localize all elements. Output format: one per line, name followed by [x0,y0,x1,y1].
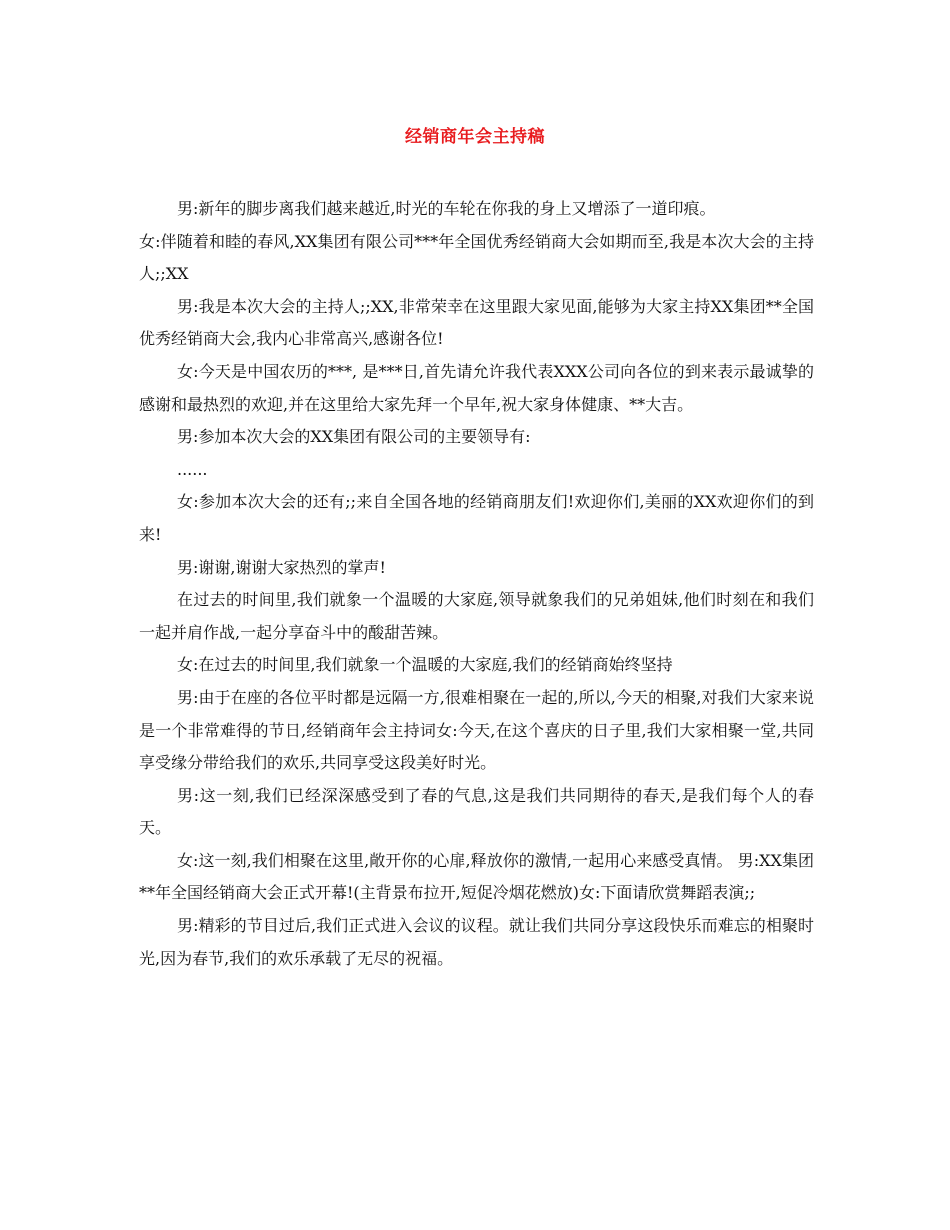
document-title: 经销商年会主持稿 [405,127,545,147]
paragraph: 男:我是本次大会的主持人;;XX,非常荣幸在这里跟大家见面,能够为大家主持XX集团**全国优秀经销商大会,我内心非常高兴,感谢各位! [139,296,814,349]
paragraph: 男:这一刻,我们已经深深感受到了春的气息,这是我们共同期待的春天,是我们每个人的春天。 [139,785,814,838]
paragraph: 男:参加本次大会的XX集团有限公司的主要领导有: [177,427,531,447]
paragraph: ...... [177,459,208,479]
paragraph: 女:在过去的时间里,我们就象一个温暖的大家庭,我们的经销商始终坚持 [177,655,673,675]
paragraph: 男:谢谢,谢谢大家热烈的掌声! [177,557,386,577]
paragraph: 女:参加本次大会的还有;;来自全国各地的经销商朋友们!欢迎你们,美丽的XX欢迎你们的到来! [139,492,814,544]
paragraph: 男:由于在座的各位平时都是远隔一方,很难相聚在一起的,所以,今天的相聚,对我们大家来说是一个非常难得的节日,经销商年会主持词女:今天,在这个喜庆的日子里,我们大家相聚一堂,共同享受缘分带给我们的欢乐,共同享受这段美好时光。 [139,687,814,773]
paragraph: 在过去的时间里,我们就象一个温暖的大家庭,领导就象我们的兄弟姐妹,他们时刻在和我们一起并肩作战,一起分享奋斗中的酸甜苦辣。 [139,590,814,642]
paragraph: 女:这一刻,我们相聚在这里,敞开你的心扉,释放你的激情,一起用心来感受真情。 男:XX集团**年全国经销商大会正式开幕!(主背景布拉开,短促冷烟花燃放)女:下面请欣赏舞蹈表演;; [139,850,814,903]
paragraph: 女:伴随着和睦的春风,XX集团有限公司***年全国优秀经销商大会如期而至,我是本次大会的主持人;;XX [139,231,814,284]
paragraph: 男:新年的脚步离我们越来越近,时光的车轮在你我的身上又增添了一道印痕。 [177,199,716,218]
document-body [139,193,814,975]
paragraph: 女:今天是中国农历的***, 是***日,首先请允许我代表XXX公司向各位的到来表示最诚挚的感谢和最热烈的欢迎,并在这里给大家先拜一个早年,祝大家身体健康、**大吉。 [139,361,814,414]
paragraph: 男:精彩的节目过后,我们正式进入会议的议程。就让我们共同分享这段快乐而难忘的相聚时光,因为春节,我们的欢乐承载了无尽的祝福。 [139,916,814,968]
